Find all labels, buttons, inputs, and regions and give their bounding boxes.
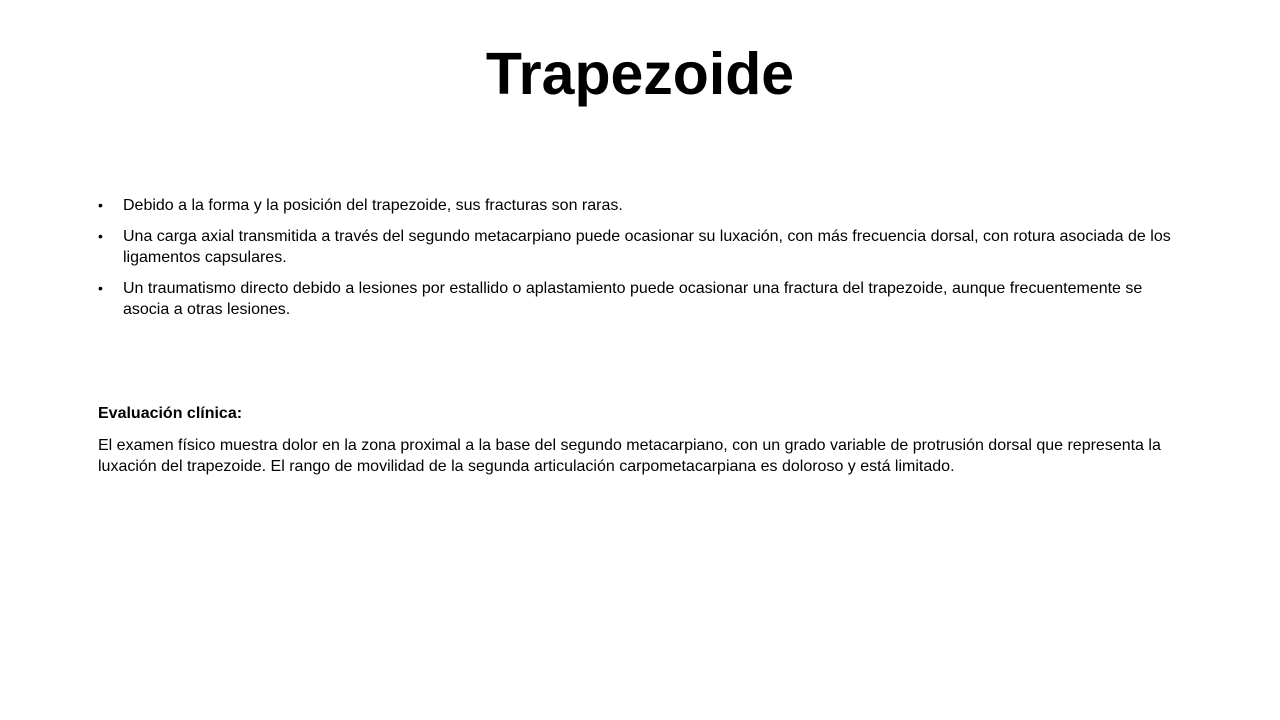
bullet-text: Un traumatismo directo debido a lesiones por estallido o aplastamiento puede ocasionar una fractura del trapezoide, aunque frecuentemente se asocia a otras lesiones.	[123, 280, 1143, 318]
bullet-text: Una carga axial transmitida a través del segundo metacarpiano puede ocasionar su luxación, con más frecuencia dorsal, con rotura asociada de los ligamentos capsulares.	[123, 228, 1171, 266]
bullet-item	[98, 226, 1188, 268]
bullet-text: Debido a la forma y la posición del trapezoide, sus fracturas son raras.	[123, 197, 623, 214]
bullet-dot-icon: •	[98, 197, 103, 213]
bullet-item	[98, 195, 1188, 216]
clinical-evaluation-section	[98, 403, 1188, 477]
bullet-item	[98, 278, 1188, 320]
slide-title: Trapezoide	[485, 41, 795, 107]
clinical-evaluation-heading: Evaluación clínica:	[98, 405, 243, 422]
clinical-evaluation-body: El examen físico muestra dolor en la zona proximal a la base del segundo metacarpiano, con un grado variable de protrusión dorsal que representa la luxación del trapezoide. El rango de movilidad de la segunda articulación carpometacarpiana es doloroso y está limitado.	[98, 437, 1161, 475]
bullet-dot-icon: •	[98, 228, 103, 244]
bullet-dot-icon: •	[98, 280, 103, 296]
bullet-list	[98, 195, 1188, 330]
